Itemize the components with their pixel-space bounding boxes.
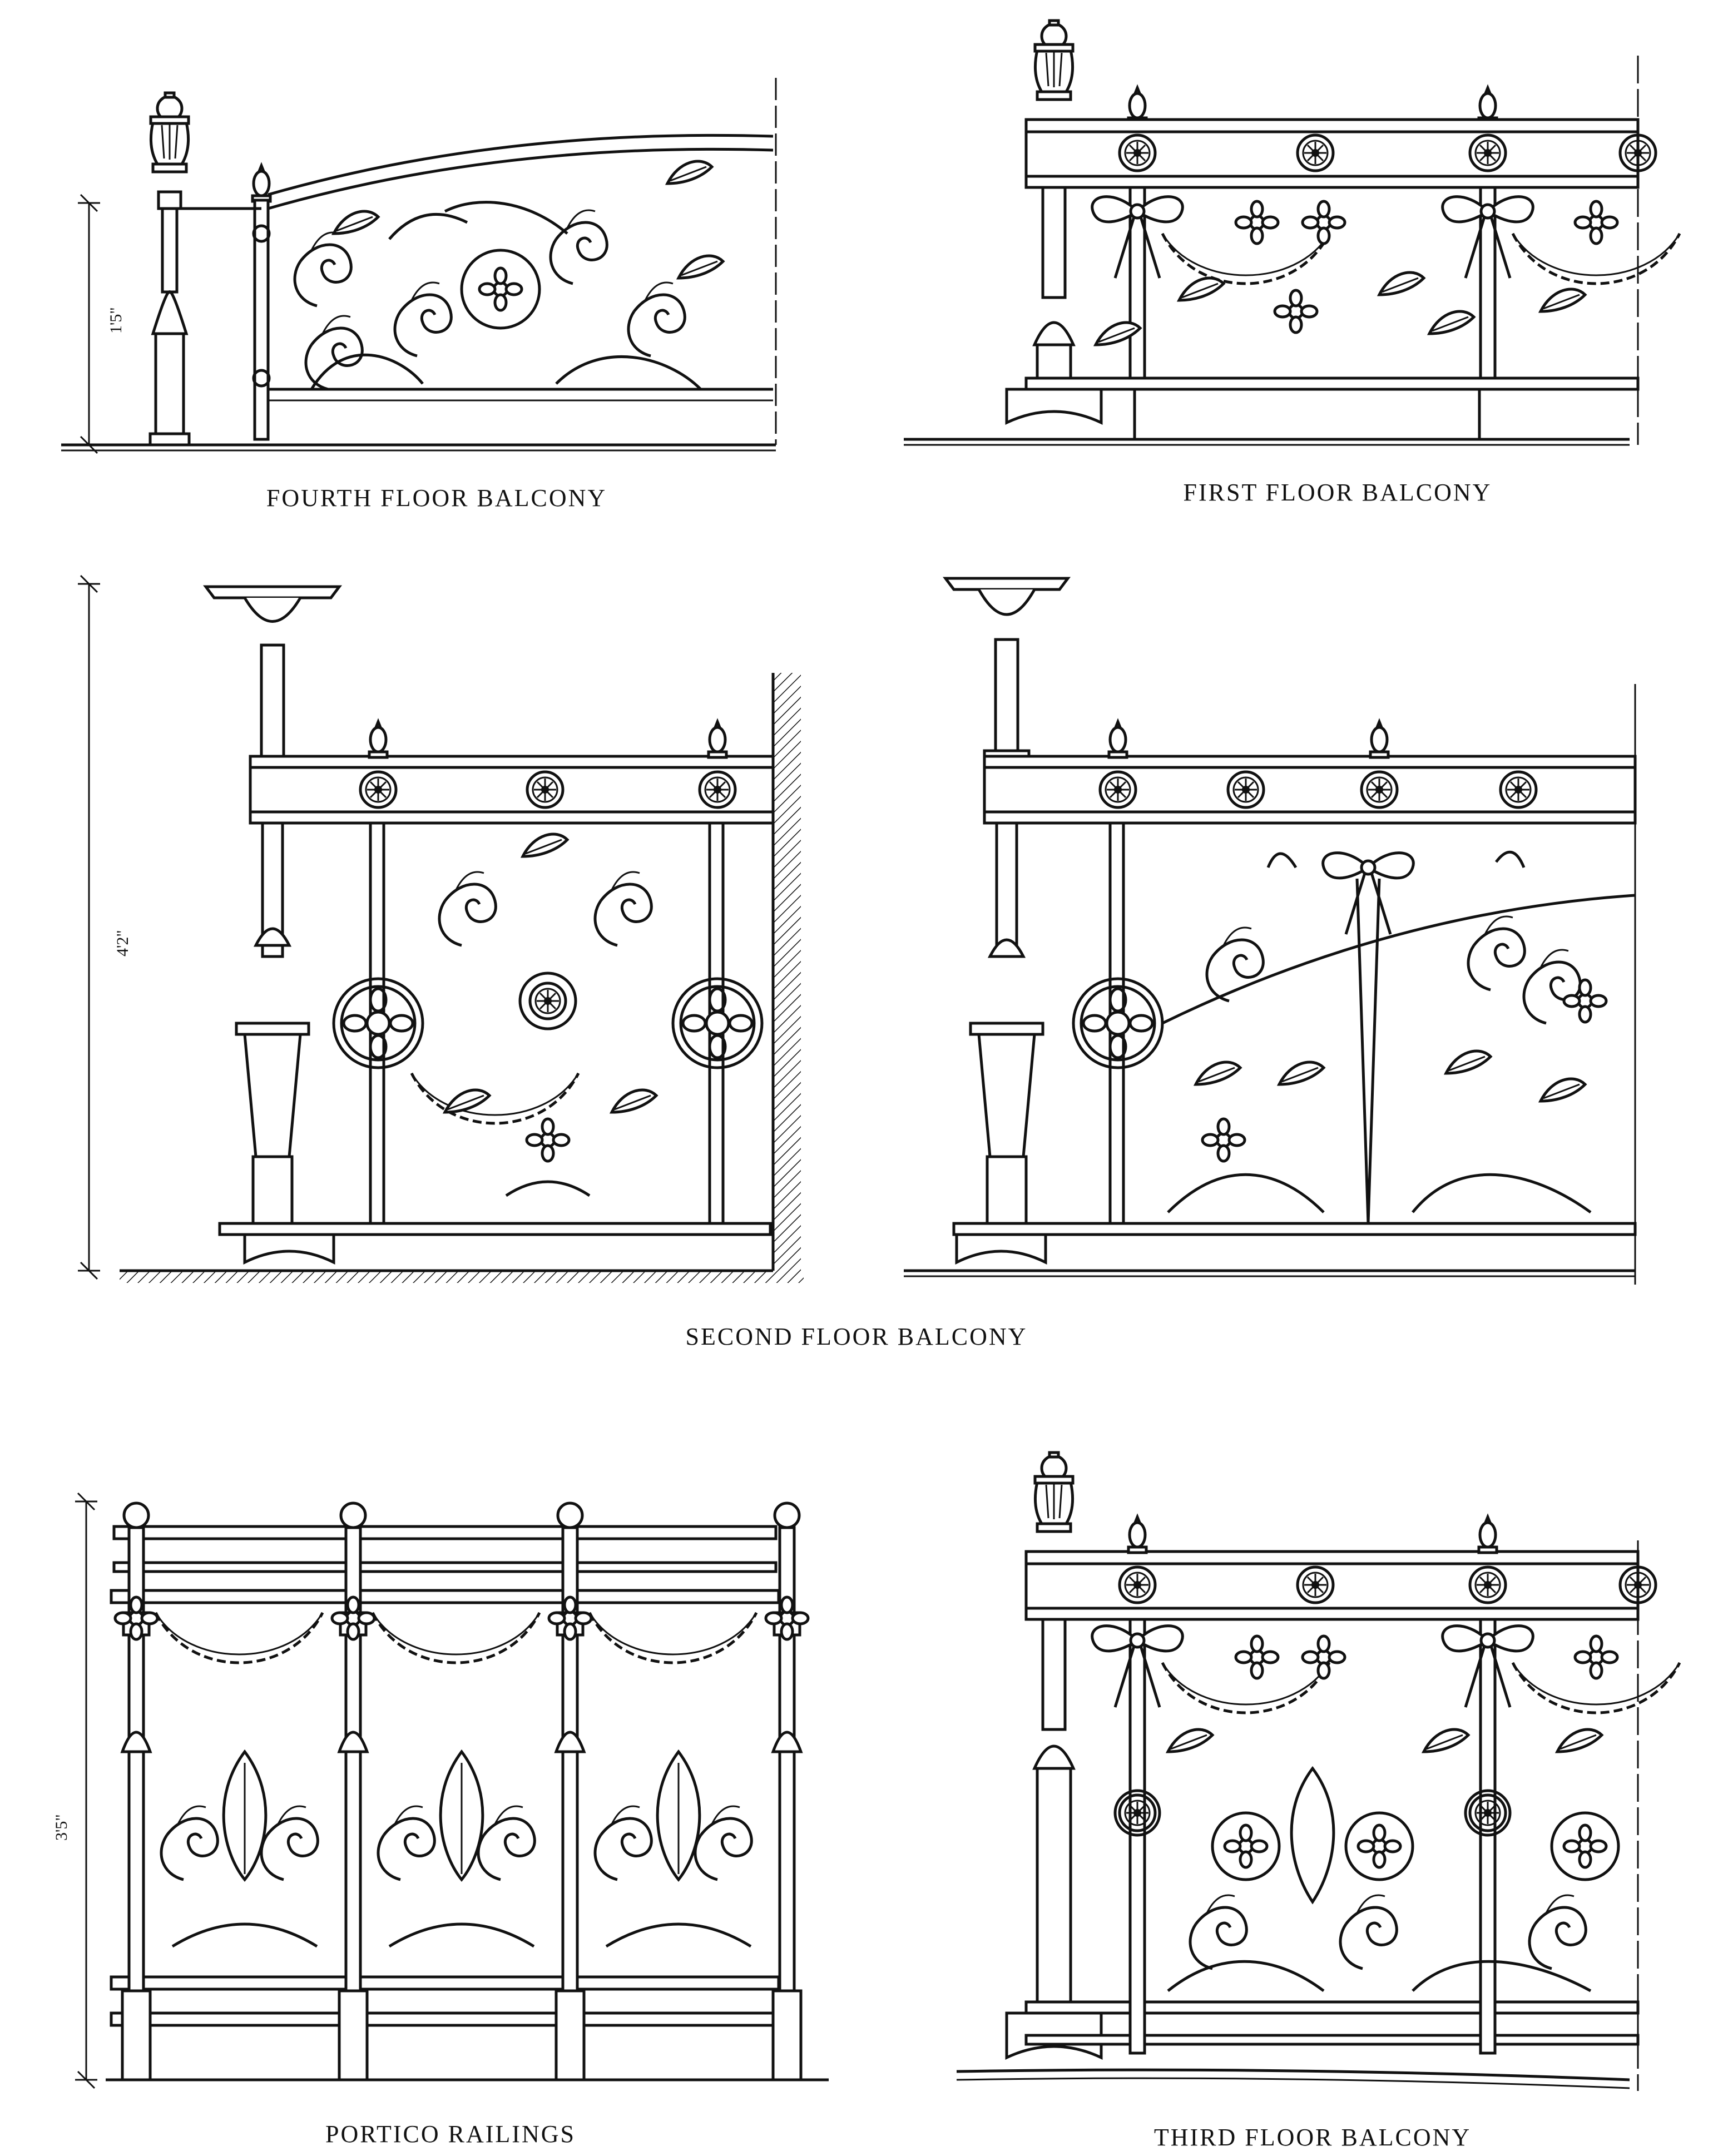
second-floor-balcony-right-drawing: [904, 578, 1635, 1285]
second-floor-balcony-left-drawing: [78, 576, 804, 1283]
second-floor-dimension: 4'2": [113, 930, 132, 956]
portico-railings-drawing: [52, 1493, 829, 2088]
third-floor-caption: THIRD FLOOR BALCONY: [1153, 2124, 1472, 2151]
fourth-floor-caption: FOURTH FLOOR BALCONY: [266, 484, 607, 512]
fourth-floor-balcony-drawing: [61, 78, 776, 453]
fourth-floor-dimension: 1'5": [107, 307, 125, 334]
second-floor-caption: SECOND FLOOR BALCONY: [685, 1323, 1028, 1350]
third-floor-balcony-drawing: [957, 1453, 1680, 2091]
portico-dimension: 3'5": [52, 1814, 71, 1841]
portico-caption: PORTICO RAILINGS: [325, 2120, 576, 2148]
first-floor-balcony-drawing: [904, 21, 1680, 445]
first-floor-caption: FIRST FLOOR BALCONY: [1183, 479, 1492, 506]
